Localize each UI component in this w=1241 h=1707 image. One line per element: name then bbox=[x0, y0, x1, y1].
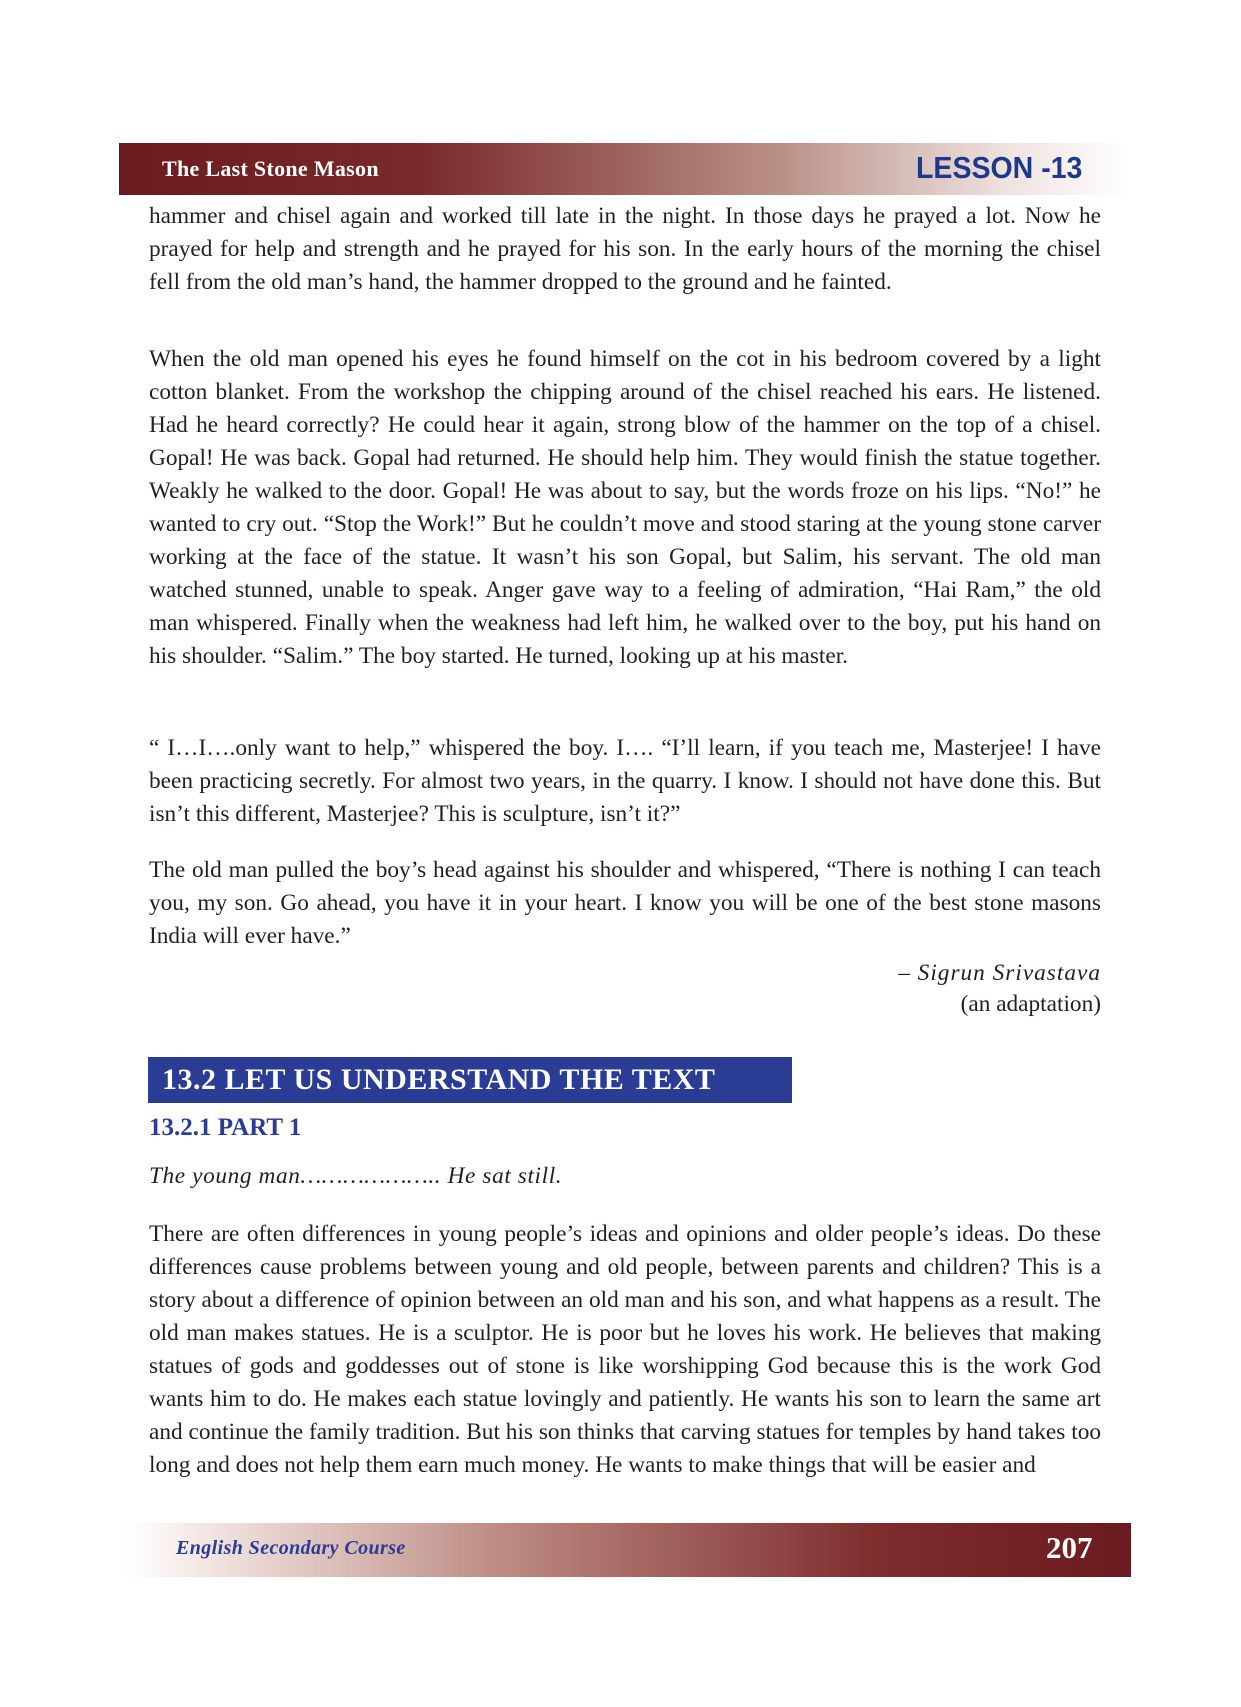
chapter-title: The Last Stone Mason bbox=[162, 156, 379, 181]
excerpt-range: The young man……………….. He sat still. bbox=[149, 1163, 563, 1189]
attribution bbox=[898, 958, 1101, 1020]
section-heading: 13.2 LET US UNDERSTAND THE TEXT bbox=[148, 1057, 792, 1103]
adaptation-note: (an adaptation) bbox=[960, 991, 1101, 1017]
paragraph-text: hammer and chisel again and worked till late in the night. In those days he prayed a lot. Now he prayed for help and strength and he prayed for his son. In the early hours of the morning the chisel fell from the old man’s hand, the hammer dropped to the ground and he fainted. bbox=[149, 203, 1101, 295]
author-name: – Sigrun Srivastava bbox=[898, 960, 1101, 986]
story-paragraph bbox=[149, 200, 1101, 299]
section-paragraph bbox=[149, 1218, 1101, 1482]
story-paragraph bbox=[149, 343, 1101, 673]
paragraph-text: When the old man opened his eyes he found himself on the cot in his bedroom covered by a light cotton blanket. From the workshop the chipping around of the chisel reached his ears. He listened. Had he heard correctly? He could hear it again, strong blow of the hammer on the top of a chisel. Gopal! He was back. Gopal had returned. He should help him. They would finish the statue together. Weakly he walked to the door. Gopal! He was about to say, but the words froze on his lips. “No!” he wanted to cry out. “Stop the Work!” But he couldn’t move and stood staring at the young stone carver working at the face of the statue. It wasn’t his son Gopal, but Salim, his servant. The old man watched stunned, unable to speak. Anger gave way to a feeling of admiration, “Hai Ram,” the old man whispered. Finally when the weakness had left him, he walked over to the boy, put his hand on his shoulder. “Salim.” The boy started. He turned, looking up at his master. bbox=[149, 346, 1101, 669]
page-number: 207 bbox=[1046, 1530, 1093, 1565]
subsection-heading: 13.2.1 PART 1 bbox=[149, 1114, 302, 1141]
story-paragraph bbox=[149, 732, 1101, 831]
course-name: English Secondary Course bbox=[176, 1537, 406, 1559]
story-paragraph bbox=[149, 854, 1101, 953]
paragraph-text: There are often differences in young people’s ideas and opinions and older people’s ideas. Do these differences cause problems between young and old people, between parents and children? This is a story about a difference of opinion between an old man and his son, and what happens as a result. The old man makes statues. He is a sculptor. He is poor but he loves his work. He believes that making statues of gods and goddesses out of stone is like worshipping God because this is the work God wants him to do. He makes each statue lovingly and patiently. He wants his son to learn the same art and continue the family tradition. But his son thinks that carving statues for temples by hand takes too long and does not help them earn much money. He wants to make things that will be easier and bbox=[149, 1221, 1101, 1478]
paragraph-text: The old man pulled the boy’s head against his shoulder and whispered, “There is nothing I can teach you, my son. Go ahead, you have it in your heart. I know you will be one of the best stone masons India will ever have.” bbox=[149, 857, 1101, 949]
lesson-number: LESSON -13 bbox=[916, 150, 1083, 185]
paragraph-text: “ I…I….only want to help,” whispered the boy. I…. “I’ll learn, if you teach me, Masterjee! I have been practicing secretly. For almost two years, in the quarry. I know. I should not have done this. But isn’t this different, Masterjee? This is sculpture, isn’t it?” bbox=[149, 735, 1101, 827]
